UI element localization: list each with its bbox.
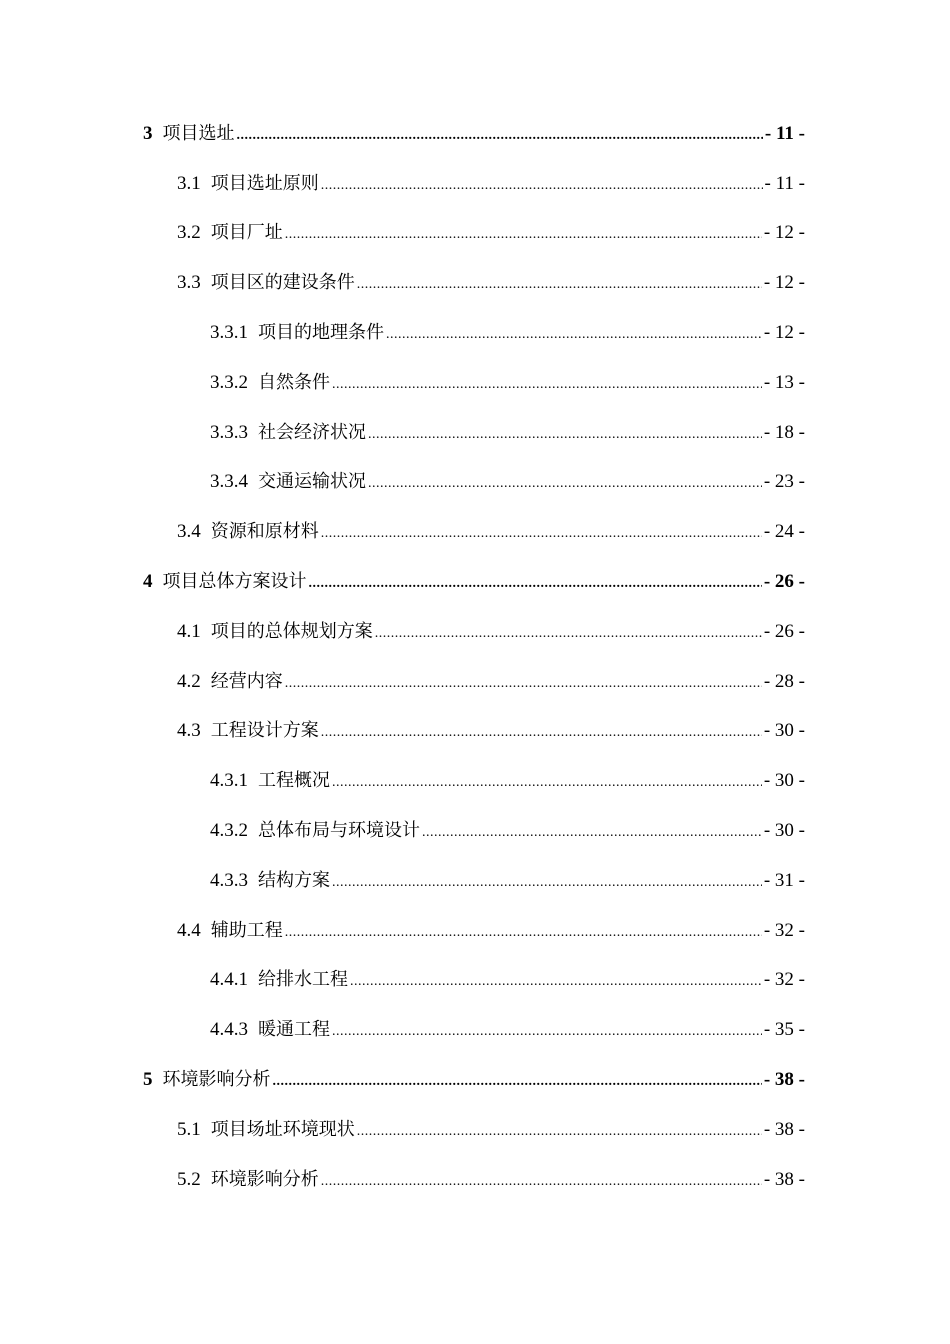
toc-page: - 24 - bbox=[763, 521, 805, 543]
toc-title: 暖通工程 bbox=[258, 1019, 330, 1041]
toc-number: 3.3 bbox=[177, 272, 201, 294]
toc-entry[interactable] bbox=[0, 558, 950, 608]
toc-page: - 38 - bbox=[763, 1118, 805, 1140]
toc-title: 项目区的建设条件 bbox=[210, 272, 355, 294]
toc-number: 4.4 bbox=[177, 919, 201, 941]
toc-title: 自然条件 bbox=[258, 371, 330, 393]
toc-page: - 26 - bbox=[763, 620, 805, 642]
toc-title: 项目总体方案设计 bbox=[162, 571, 307, 593]
toc-leader bbox=[422, 821, 762, 845]
toc-number: 4.3.2 bbox=[210, 820, 248, 842]
toc-page: - 30 - bbox=[763, 820, 805, 842]
toc-number: 3.3.1 bbox=[210, 322, 248, 344]
toc-entry[interactable] bbox=[0, 1006, 950, 1056]
toc-number: 3 bbox=[143, 122, 153, 144]
toc-title: 环境影响分析 bbox=[162, 1069, 271, 1091]
table-of-contents bbox=[0, 110, 950, 1206]
toc-page: - 13 - bbox=[763, 371, 805, 393]
toc-leader bbox=[237, 124, 763, 148]
toc-title: 工程设计方案 bbox=[210, 720, 319, 742]
toc-entry[interactable] bbox=[0, 110, 950, 160]
toc-number: 3.4 bbox=[177, 521, 201, 543]
toc-page: - 12 - bbox=[763, 322, 805, 344]
toc-title: 项目选址原则 bbox=[210, 172, 319, 194]
toc-title: 项目场址环境现状 bbox=[210, 1118, 355, 1140]
toc-entry[interactable] bbox=[0, 359, 950, 409]
toc-number: 5.2 bbox=[177, 1168, 201, 1190]
toc-leader bbox=[321, 1170, 762, 1194]
toc-entry[interactable] bbox=[0, 409, 950, 459]
toc-page: - 32 - bbox=[763, 969, 805, 991]
toc-number: 4.1 bbox=[177, 620, 201, 642]
toc-title: 辅助工程 bbox=[210, 919, 283, 941]
toc-page: - 23 - bbox=[763, 471, 805, 493]
toc-entry[interactable] bbox=[0, 708, 950, 758]
toc-page: - 11 - bbox=[764, 172, 805, 194]
toc-page: - 26 - bbox=[763, 571, 805, 593]
toc-leader bbox=[332, 871, 762, 895]
toc-title: 环境影响分析 bbox=[210, 1168, 319, 1190]
toc-number: 5 bbox=[143, 1069, 153, 1091]
toc-page: - 30 - bbox=[763, 770, 805, 792]
toc-number: 4.3.1 bbox=[210, 770, 248, 792]
toc-page: - 11 - bbox=[764, 122, 805, 144]
toc-entry[interactable] bbox=[0, 1156, 950, 1206]
toc-title: 交通运输状况 bbox=[258, 471, 366, 493]
toc-number: 4.4.3 bbox=[210, 1019, 248, 1041]
toc-entry[interactable] bbox=[0, 757, 950, 807]
toc-number: 3.1 bbox=[177, 172, 201, 194]
toc-number: 4 bbox=[143, 571, 153, 593]
toc-entry[interactable] bbox=[0, 857, 950, 907]
toc-leader bbox=[273, 1070, 762, 1094]
toc-page: - 38 - bbox=[763, 1168, 805, 1190]
toc-leader bbox=[332, 1020, 762, 1044]
toc-number: 3.3.2 bbox=[210, 371, 248, 393]
toc-page: - 28 - bbox=[763, 670, 805, 692]
toc-title: 结构方案 bbox=[258, 869, 330, 891]
toc-number: 3.3.4 bbox=[210, 471, 248, 493]
toc-page: - 30 - bbox=[763, 720, 805, 742]
toc-leader bbox=[332, 373, 762, 397]
toc-number: 5.1 bbox=[177, 1118, 201, 1140]
toc-title: 经营内容 bbox=[210, 670, 283, 692]
toc-leader bbox=[357, 273, 762, 297]
toc-leader bbox=[321, 174, 763, 198]
toc-leader bbox=[386, 323, 762, 347]
toc-leader bbox=[285, 921, 762, 945]
toc-leader bbox=[321, 522, 762, 546]
toc-leader bbox=[350, 970, 762, 994]
toc-title: 总体布局与环境设计 bbox=[258, 820, 420, 842]
toc-number: 4.3.3 bbox=[210, 869, 248, 891]
toc-page: - 12 - bbox=[763, 222, 805, 244]
toc-entry[interactable] bbox=[0, 259, 950, 309]
toc-entry[interactable] bbox=[0, 459, 950, 509]
toc-page: - 31 - bbox=[763, 869, 805, 891]
toc-number: 3.3.3 bbox=[210, 421, 248, 443]
toc-entry[interactable] bbox=[0, 309, 950, 359]
toc-page: - 32 - bbox=[763, 919, 805, 941]
toc-leader bbox=[285, 672, 762, 696]
toc-entry[interactable] bbox=[0, 807, 950, 857]
toc-title: 给排水工程 bbox=[258, 969, 348, 991]
toc-entry[interactable] bbox=[0, 1056, 950, 1106]
toc-title: 项目厂址 bbox=[210, 222, 283, 244]
toc-entry[interactable] bbox=[0, 1106, 950, 1156]
toc-leader bbox=[321, 721, 762, 745]
toc-leader bbox=[375, 622, 762, 646]
toc-page: - 35 - bbox=[763, 1019, 805, 1041]
toc-leader bbox=[357, 1120, 762, 1144]
toc-title: 项目的地理条件 bbox=[258, 322, 384, 344]
toc-number: 4.2 bbox=[177, 670, 201, 692]
toc-title: 社会经济状况 bbox=[258, 421, 366, 443]
toc-number: 3.2 bbox=[177, 222, 201, 244]
toc-number: 4.3 bbox=[177, 720, 201, 742]
toc-leader bbox=[332, 771, 762, 795]
toc-title: 项目的总体规划方案 bbox=[210, 620, 373, 642]
toc-page: - 12 - bbox=[763, 272, 805, 294]
toc-title: 资源和原材料 bbox=[210, 521, 319, 543]
toc-title: 项目选址 bbox=[162, 122, 235, 144]
toc-leader bbox=[285, 223, 762, 247]
toc-page: - 18 - bbox=[763, 421, 805, 443]
toc-entry[interactable] bbox=[0, 608, 950, 658]
toc-leader bbox=[309, 572, 762, 596]
toc-entry[interactable] bbox=[0, 508, 950, 558]
toc-leader bbox=[368, 472, 762, 496]
toc-entry[interactable] bbox=[0, 210, 950, 260]
toc-title: 工程概况 bbox=[258, 770, 330, 792]
toc-entry[interactable] bbox=[0, 658, 950, 708]
toc-entry[interactable] bbox=[0, 160, 950, 210]
toc-page: - 38 - bbox=[763, 1069, 805, 1091]
toc-entry[interactable] bbox=[0, 957, 950, 1007]
toc-number: 4.4.1 bbox=[210, 969, 248, 991]
toc-leader bbox=[368, 423, 762, 447]
toc-entry[interactable] bbox=[0, 907, 950, 957]
